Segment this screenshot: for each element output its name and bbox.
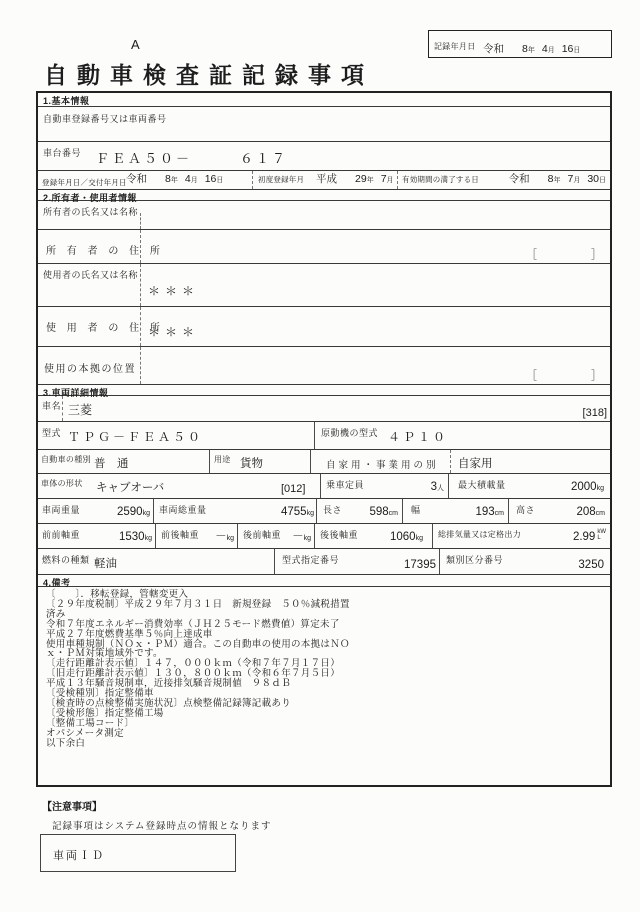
user-address-value: ＊＊＊ xyxy=(148,325,200,339)
remark-line: オパシメータ測定 xyxy=(46,727,124,739)
axle-rear-rear-label: 後後軸重 xyxy=(320,530,359,540)
remark-line: 平成１３年騒音規制車，近接排気騒音規制値 ９８ｄＢ xyxy=(46,678,292,690)
category-label: 自動車の種別 xyxy=(41,455,91,464)
owner-name-row xyxy=(38,201,610,230)
axle-weights-row xyxy=(38,524,610,549)
divider xyxy=(274,549,275,574)
first-registration-era: 平成 xyxy=(316,173,337,185)
kg-unit: kg xyxy=(144,535,152,542)
main-table xyxy=(36,91,612,787)
chassis-number-value: ＦＥＡ５０－ ６１７ xyxy=(96,151,289,166)
height-label: 高さ xyxy=(516,505,536,515)
month-unit: 月 xyxy=(190,177,198,184)
axle-rear-front-label: 後前軸重 xyxy=(243,530,282,540)
remark-line: 〔走行距離計表示値〕１４７，０００ｋｍ（令和７年７月１７日） xyxy=(46,658,341,670)
use-value: 貨物 xyxy=(240,458,263,470)
remark-line: 〔受検種別〕指定整備車 xyxy=(46,688,154,700)
vehicle-id-label: 車両ＩＤ xyxy=(53,850,105,862)
divider xyxy=(314,422,315,449)
remark-line: 〔２９年度税制〕平成２９年７月３１日 新規登録 ５０％減税措置 xyxy=(46,598,350,610)
divider xyxy=(140,230,141,263)
weights-row xyxy=(38,499,610,524)
axle-rear-front-value xyxy=(292,527,311,545)
max-load-number: 2000 xyxy=(571,481,597,493)
record-date-year: 8 xyxy=(522,43,528,55)
axle-number: － xyxy=(215,531,227,543)
month-unit: 月 xyxy=(386,177,394,184)
kg-unit: kg xyxy=(142,510,150,517)
section-basic-header: 1.基本情報 xyxy=(38,93,610,107)
chassis-number-row xyxy=(38,142,610,171)
divider xyxy=(310,450,311,473)
fuel-row xyxy=(38,549,610,575)
engine-model-value: ４Ｐ１０ xyxy=(388,430,449,444)
body-shape-code: [012] xyxy=(281,483,306,495)
year-unit: 年 xyxy=(553,177,561,184)
divider xyxy=(252,171,253,189)
owner-address-bracket: ［ ］ xyxy=(526,249,604,261)
kg-unit: kg xyxy=(226,535,234,542)
divider xyxy=(314,524,315,548)
width-value xyxy=(475,502,504,520)
axle-front-front-value xyxy=(119,527,152,545)
use-label: 用途 xyxy=(214,455,231,464)
notice-title: 【注意事項】 xyxy=(42,802,102,813)
gross-weight-value xyxy=(281,502,314,520)
ownership-type-value: 自家用 xyxy=(458,458,493,470)
ownership-type-label: 自家用・事業用の別 xyxy=(326,460,439,471)
fuel-type-value: 軽油 xyxy=(94,558,117,570)
base-location-label: 使用の本拠の位置 xyxy=(44,364,136,375)
height-number: 208 xyxy=(576,506,596,518)
divider xyxy=(320,474,321,498)
axle-front-rear-label: 前後軸重 xyxy=(161,530,200,540)
record-date-year-unit: 年 xyxy=(527,47,535,54)
body-shape-value: キャブオーバ xyxy=(96,482,165,494)
divider xyxy=(432,524,433,548)
capacity-label: 乗車定員 xyxy=(326,480,365,490)
width-label: 幅 xyxy=(411,505,421,515)
year-unit: 年 xyxy=(366,177,374,184)
gross-weight-label: 車両総重量 xyxy=(159,505,207,515)
car-name-row xyxy=(38,396,610,422)
kg-unit: kg xyxy=(596,485,604,492)
page-corner-letter: A xyxy=(131,37,141,52)
axle-rear-rear-value xyxy=(390,527,423,545)
weight-number: 2590 xyxy=(117,506,143,518)
car-name-value: 三菱 xyxy=(68,403,93,417)
max-load-label: 最大積載量 xyxy=(458,480,506,490)
remark-line: ｘ・ＰＭ対策地域外です。 xyxy=(46,648,163,660)
displacement-number: 2.99 xyxy=(572,531,596,543)
length-number: 598 xyxy=(369,506,389,518)
length-label: 長さ xyxy=(323,505,343,515)
record-date-day-unit: 日 xyxy=(573,47,581,54)
divider xyxy=(140,347,141,384)
registration-date-month: 4 xyxy=(184,173,191,185)
category-value: 普 通 xyxy=(94,458,129,470)
kg-unit: kg xyxy=(306,510,314,517)
remark-line: 令和７年度エネルギー消費効率（ＪＨ２５モード燃費値）算定未了 xyxy=(46,618,340,630)
capacity-number: 3 xyxy=(430,481,437,493)
axle-front-rear-value xyxy=(215,527,234,545)
divider xyxy=(402,499,403,523)
divider xyxy=(140,307,141,346)
length-value xyxy=(369,502,398,520)
record-date-box xyxy=(428,30,612,58)
kg-unit: kg xyxy=(303,535,311,542)
registration-date-value xyxy=(126,169,223,187)
notice-text: 記録事項はシステム登録時点の情報となります xyxy=(52,821,272,832)
section-remarks-header: 4.備考 xyxy=(38,575,610,587)
registration-date-era: 令和 xyxy=(126,173,147,185)
body-shape-label: 車体の形状 xyxy=(41,479,83,488)
day-unit: 日 xyxy=(599,177,606,184)
user-name-row xyxy=(38,264,610,307)
divider xyxy=(153,499,154,523)
divider xyxy=(397,171,398,189)
expiry-date-month: 7 xyxy=(567,173,574,185)
expiry-date-era: 令和 xyxy=(508,173,530,185)
divider xyxy=(316,499,317,523)
record-date-month: 4 xyxy=(541,43,548,55)
remark-line: 〔 〕．移転登録，管轄変更入 xyxy=(46,589,189,600)
record-date-era: 令和 xyxy=(483,43,504,55)
expiry-date-label: 有効期間の満了する日 xyxy=(402,175,479,184)
day-unit: 日 xyxy=(216,177,224,184)
remark-line: 〔旧走行距離計表示値〕１３０，８００ｋｍ（令和６年７月５日） xyxy=(46,668,341,680)
max-load-value xyxy=(571,477,604,495)
record-date-day: 16 xyxy=(561,43,574,55)
type-certification-value: 17395 xyxy=(404,559,436,571)
registration-number-label: 自動車登録番号又は車両番号 xyxy=(43,114,167,124)
registration-number-row xyxy=(38,107,610,142)
user-name-value: ＊＊＊ xyxy=(148,284,200,298)
owner-address-label: 所 有 者 の 住 所 xyxy=(46,246,164,257)
car-name-code: [318] xyxy=(582,407,607,419)
person-unit: 人 xyxy=(437,485,444,492)
category-row xyxy=(38,450,610,474)
cm-unit: cm xyxy=(494,510,504,517)
divider xyxy=(508,499,509,523)
first-registration-month: 7 xyxy=(380,173,387,185)
divider xyxy=(209,450,210,473)
registration-date-day: 16 xyxy=(204,173,217,185)
fuel-type-label: 燃料の種類 xyxy=(42,555,90,565)
record-date-label: 記録年月日 xyxy=(434,42,476,51)
model-value: ＴＰＧ－ＦＥＡ５０ xyxy=(68,430,204,444)
liter-unit: L xyxy=(597,534,601,541)
width-number: 193 xyxy=(475,506,495,518)
record-date-value xyxy=(483,39,580,57)
divider xyxy=(140,213,141,229)
remarks-lines xyxy=(46,590,350,749)
user-address-label: 使 用 者 の 住 所 xyxy=(46,323,164,334)
divider xyxy=(450,450,451,473)
vehicle-weight-value xyxy=(117,502,150,520)
remark-line: 平成２７年度燃費基準５％向上達成車 xyxy=(46,628,213,640)
axle-front-front-label: 前前軸重 xyxy=(42,530,81,540)
registration-date-year: 8 xyxy=(165,173,171,185)
remark-line: 〔受検形態〕指定整備工場 xyxy=(46,707,164,719)
divider xyxy=(237,524,238,548)
height-value xyxy=(576,502,605,520)
divider xyxy=(140,264,141,306)
axle-number: － xyxy=(292,531,304,543)
section-vehicle-header: 3.車両詳細情報 xyxy=(38,385,610,396)
first-registration-year: 29 xyxy=(355,173,367,185)
remark-line: 使用車種規制（ＮＯｘ・ＰＭ）適合。この自動車の使用の本拠はＮＯ xyxy=(46,638,350,650)
remarks-area xyxy=(38,587,610,785)
displacement-value xyxy=(573,527,606,545)
class-number-value: 3250 xyxy=(578,559,604,571)
model-row xyxy=(38,422,610,450)
year-unit: 年 xyxy=(170,177,178,184)
divider xyxy=(448,474,449,498)
body-shape-row xyxy=(38,474,610,499)
first-registration-value xyxy=(316,169,394,187)
chassis-number-label: 車台番号 xyxy=(43,148,82,158)
divider xyxy=(62,396,63,421)
divider xyxy=(439,549,440,574)
axle-number: 1060 xyxy=(390,531,416,543)
gross-weight-number: 4755 xyxy=(281,506,307,518)
cm-unit: cm xyxy=(595,510,605,517)
kw-unit: kW xyxy=(597,529,606,536)
divider xyxy=(155,524,156,548)
vehicle-weight-label: 車両重量 xyxy=(42,505,81,515)
cm-unit: cm xyxy=(388,510,398,517)
expiry-date-value xyxy=(509,169,606,187)
month-unit: 月 xyxy=(573,177,581,184)
owner-name-label: 所有者の氏名又は名称 xyxy=(43,207,139,217)
expiry-date-year: 8 xyxy=(547,173,554,185)
dates-row xyxy=(38,171,610,190)
remark-line: 〔整備工場コード〕 xyxy=(46,717,135,729)
page-title: 自動車検査証記録事項 xyxy=(44,63,374,88)
kg-unit: kg xyxy=(415,535,423,542)
expiry-date-day: 30 xyxy=(587,173,599,185)
user-address-row xyxy=(38,307,610,347)
remark-line: 済み xyxy=(46,608,66,620)
first-registration-label: 初度登録年月 xyxy=(258,175,305,184)
capacity-value xyxy=(431,477,444,495)
registration-date-label: 登録年月日／交付年月日 xyxy=(42,178,127,187)
record-date-month-unit: 月 xyxy=(547,47,555,54)
type-certification-label: 型式指定番号 xyxy=(282,555,340,565)
section-owner-header: 2.所有者・使用者情報 xyxy=(38,190,610,201)
car-name-label: 車名 xyxy=(42,401,62,411)
remark-line: 〔検査時の点検整備実施状況〕点検整備記録簿記載あり xyxy=(46,697,292,709)
base-location-row xyxy=(38,347,610,385)
displacement-unit xyxy=(597,530,606,541)
remark-line: 以下余白 xyxy=(46,737,86,749)
engine-model-label: 原動機の型式 xyxy=(321,428,379,438)
displacement-label: 総排気量又は定格出力 xyxy=(438,530,521,539)
class-number-label: 類別区分番号 xyxy=(446,555,504,565)
vehicle-id-box xyxy=(40,834,236,872)
user-name-label: 使用者の氏名又は名称 xyxy=(43,270,139,280)
base-location-bracket: ［ ］ xyxy=(526,370,604,382)
axle-number: 1530 xyxy=(119,531,145,543)
model-label: 型式 xyxy=(42,428,62,438)
owner-address-row xyxy=(38,230,610,264)
